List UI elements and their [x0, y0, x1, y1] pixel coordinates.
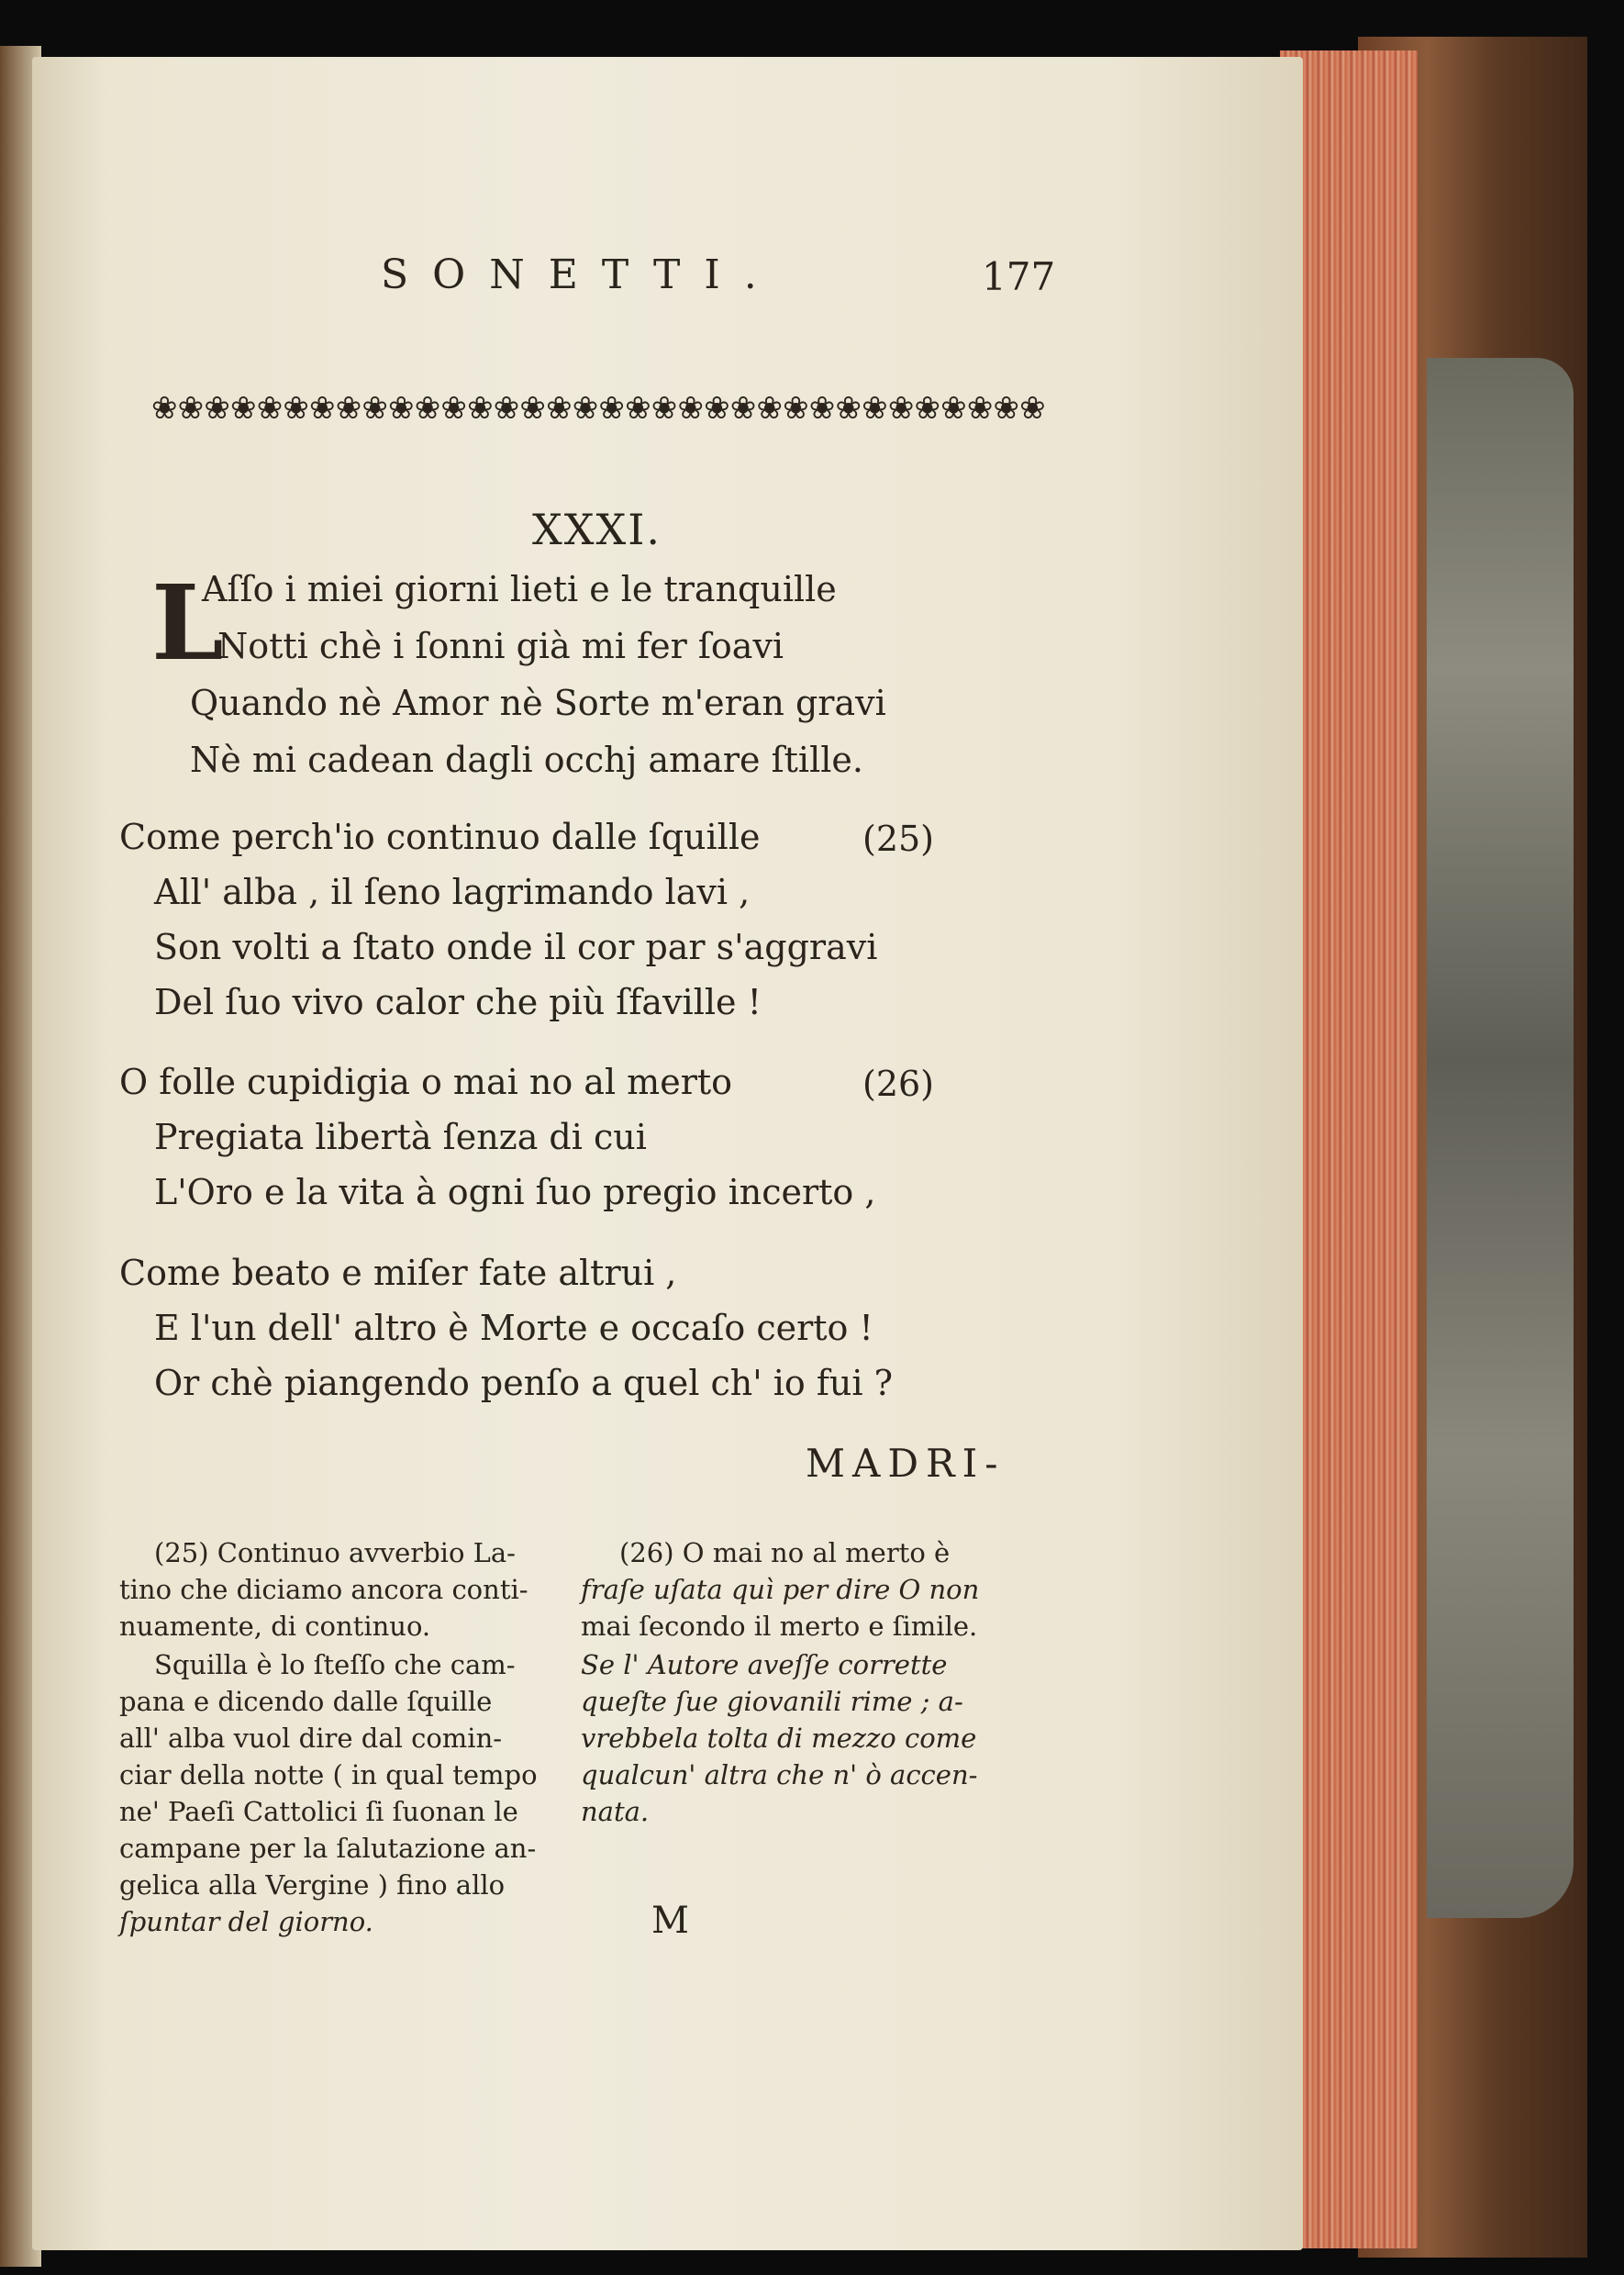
verse-line: L'Oro e la vita à ogni ſuo pregio incerto ,: [154, 1172, 876, 1212]
footnote-line: fraſe uſata quì per dire O non: [581, 1574, 980, 1605]
ornament-flower-icon: ❀: [493, 390, 520, 427]
ornament-flower-icon: ❀: [677, 390, 704, 427]
ornament-flower-icon: ❀: [467, 390, 494, 427]
footnote-line: (25) Continuo avverbio La-: [154, 1537, 516, 1568]
footnote-line: vrebbela tolta di mezzo come: [581, 1723, 977, 1754]
note-marker: (25): [862, 819, 935, 859]
ornament-flower-icon: ❀: [519, 390, 546, 427]
ornament-flower-icon: ❀: [940, 390, 967, 427]
verse-line: All' alba , il ſeno lagrimando lavi ,: [154, 872, 751, 912]
ornament-flower-icon: ❀: [572, 390, 599, 427]
footnote-line: ne' Paeſi Cattolici ſi ſuonan le: [119, 1796, 518, 1827]
ornament-flower-icon: ❀: [835, 390, 862, 427]
ornament-flower-icon: ❀: [808, 390, 836, 427]
footnote-line: queſte ſue giovanili rime ; a-: [581, 1686, 963, 1717]
catchword: MADRI-: [806, 1441, 1006, 1486]
ornament-flower-icon: ❀: [783, 390, 809, 427]
ornament-flower-icon: ❀: [388, 390, 415, 427]
footnote-line: qualcun' altra che n' ò accen-: [581, 1759, 978, 1790]
ornament-flower-icon: ❀: [729, 390, 757, 427]
ornament-flower-icon: ❀: [414, 390, 441, 427]
sonnet-number: XXXI.: [532, 505, 662, 554]
ornament-flower-icon: ❀: [440, 390, 467, 427]
ornament-flower-icon: ❀: [151, 390, 178, 427]
ornament-flower-icon: ❀: [862, 390, 888, 427]
footnote-line: (26) O mai no al merto è: [619, 1537, 951, 1568]
ornament-flower-icon: ❀: [204, 390, 230, 427]
ornament-flower-icon: ❀: [230, 390, 257, 427]
footnote-line: tino che diciamo ancora conti-: [119, 1574, 528, 1605]
verse-line: Come beato e miſer fate altrui ,: [119, 1253, 677, 1293]
ornament-flower-icon: ❀: [283, 390, 309, 427]
ornament-flower-icon: ❀: [887, 390, 915, 427]
ornament-flower-icon: ❀: [177, 390, 205, 427]
page-number: 177: [982, 254, 1056, 299]
verse-line: E l'un dell' altro è Morte e occaſo certo !: [154, 1308, 873, 1348]
ornament-flower-icon: ❀: [756, 390, 783, 427]
ornament-flower-icon: ❀: [625, 390, 651, 427]
verse-line: Or chè piangendo penſo a quel ch' io fui ?: [154, 1363, 893, 1403]
footnote-line: pana e dicendo dalle ſquille: [119, 1686, 493, 1717]
note-marker: (26): [862, 1064, 935, 1104]
ornament-flower-icon: ❀: [1019, 390, 1046, 427]
ornamental-band: [151, 389, 1046, 428]
verse-line: O folle cupidigia o mai no al merto: [119, 1062, 733, 1102]
ornament-flower-icon: ❀: [993, 390, 1019, 427]
drop-cap: L: [151, 563, 224, 684]
ornament-flower-icon: ❀: [966, 390, 994, 427]
ornament-flower-icon: ❀: [598, 390, 625, 427]
ornament-flower-icon: ❀: [335, 390, 362, 427]
footnote-line: Se l' Autore aveſſe corrette: [581, 1649, 948, 1680]
footnote-line: all' alba vuol dire dal comin-: [119, 1723, 503, 1754]
verse-line: Notti chè i ſonni già mi fer ſoavi: [217, 626, 784, 666]
footnote-line: ſpuntar del giorno.: [119, 1906, 373, 1937]
footnote-line: Squilla è lo ſteſſo che cam-: [154, 1649, 516, 1680]
footnote-line: campane per la ſalutazione an-: [119, 1833, 537, 1864]
footnote-line: nuamente, di continuo.: [119, 1611, 431, 1642]
ornament-flower-icon: ❀: [546, 390, 573, 427]
ornament-flower-icon: ❀: [704, 390, 730, 427]
ornament-flower-icon: ❀: [309, 390, 336, 427]
verse-line: Quando nè Amor nè Sorte m'eran gravi: [190, 683, 886, 723]
verse-line: Nè mi cadean dagli occhj amare ſtille.: [190, 740, 863, 780]
verse-line: Aſſo i miei giorni lieti e le tranquille: [202, 569, 837, 609]
footnote-line: ciar della notte ( in qual tempo: [119, 1759, 538, 1790]
footnote-line: nata.: [581, 1796, 650, 1827]
verse-line: Pregiata libertà ſenza di cui: [154, 1117, 647, 1157]
signature-mark: M: [651, 1900, 689, 1942]
marbled-cover-board: [1427, 358, 1574, 1918]
ornament-flower-icon: ❀: [914, 390, 940, 427]
ornament-flower-icon: ❀: [362, 390, 388, 427]
verse-line: Son volti a ſtato onde il cor par s'aggravi: [154, 927, 878, 967]
ornament-flower-icon: ❀: [256, 390, 284, 427]
running-head: SONETTI.: [381, 251, 781, 298]
footnote-line: mai ſecondo il merto e ſimile.: [581, 1611, 978, 1642]
verse-line: Del ſuo vivo calor che più ſfaville !: [154, 982, 762, 1022]
ornament-flower-icon: ❀: [651, 390, 678, 427]
footnote-line: gelica alla Vergine ) fino allo: [119, 1869, 506, 1901]
verse-line: Come perch'io continuo dalle ſquille: [119, 817, 761, 857]
book-page: [32, 57, 1303, 2250]
